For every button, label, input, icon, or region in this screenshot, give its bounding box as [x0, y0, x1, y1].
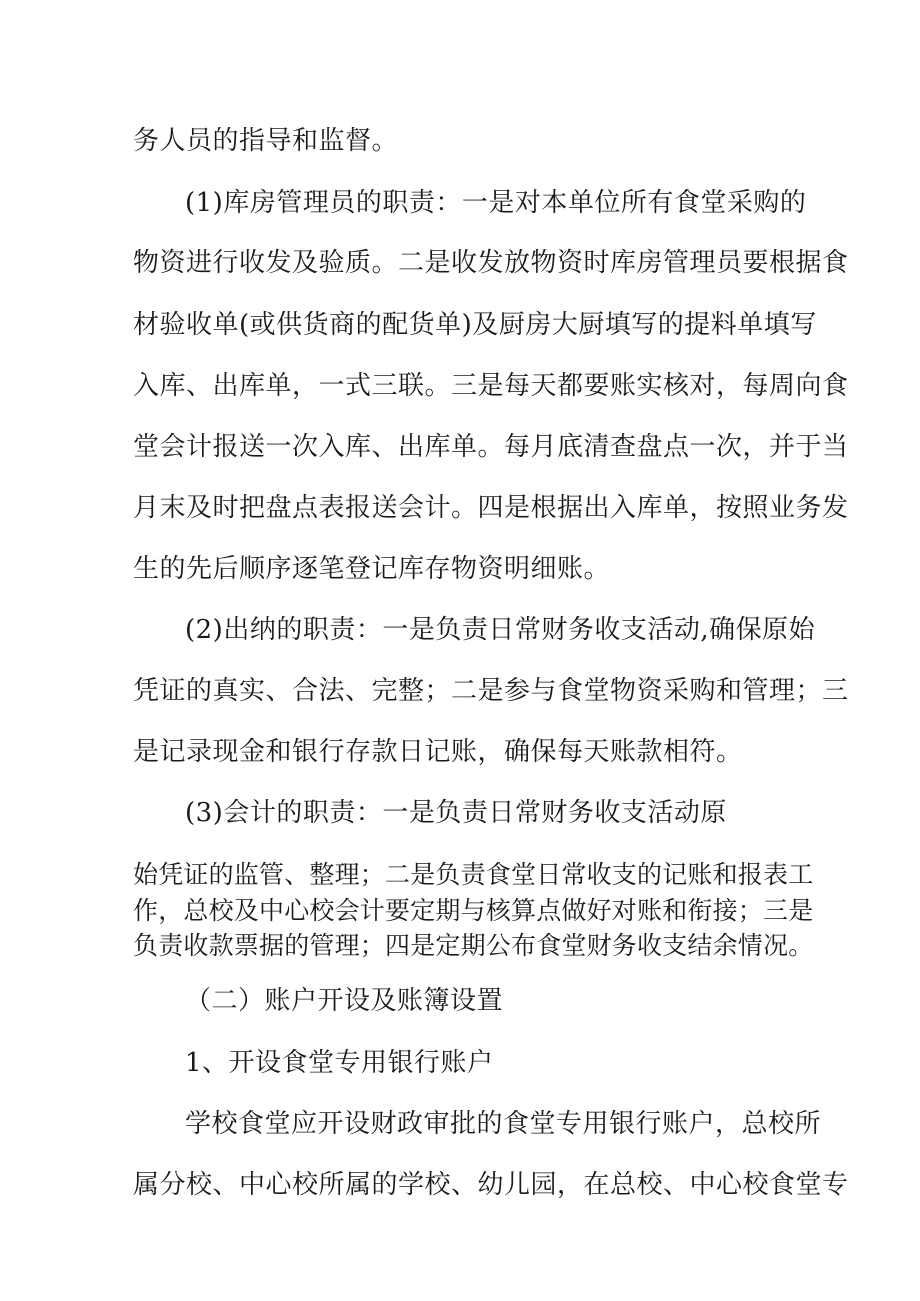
text-line-2: (1)库房管理员的职责：一是对本单位所有食堂采购的 — [185, 188, 807, 218]
subsection-heading: 1、开设食堂专用银行账户 — [185, 1048, 494, 1078]
text-line-6: 堂会计报送一次入库、出库单。每月底清查盘点一次，并于当 — [133, 432, 849, 462]
text-line-19: 属分校、中心校所属的学校、幼儿园，在总校、中心校食堂专 — [133, 1170, 849, 1200]
text-line-9: (2)出纳的职责：一是负责日常财务收支活动,确保原始 — [185, 615, 816, 645]
text-line-10: 凭证的真实、合法、完整；二是参与食堂物资采购和管理；三 — [133, 676, 849, 706]
text-line-13: 始凭证的监管、整理；二是负责食堂日常收支的记账和报表工 — [133, 860, 814, 889]
text-line-7: 月末及时把盘点表报送会计。四是根据出入库单，按照业务发 — [133, 493, 849, 523]
section-heading: （二）账户开设及账簿设置 — [185, 986, 504, 1016]
text-line-8: 生的先后顺序逐笔登记库存物资明细账。 — [133, 554, 611, 584]
text-line-5: 入库、出库单，一式三联。三是每天都要账实核对，每周向食 — [133, 371, 849, 401]
text-line-11: 是记录现金和银行存款日记账，确保每天账款相符。 — [133, 737, 743, 767]
text-line-15: 负责收款票据的管理；四是定期公布食堂财务收支结余情况。 — [133, 931, 814, 960]
text-line-18: 学校食堂应开设财政审批的食堂专用银行账户，总校所 — [185, 1109, 822, 1139]
text-line-12: (3)会计的职责：一是负责日常财务收支活动原 — [185, 798, 727, 828]
text-line-3: 物资进行收发及验质。二是收发放物资时库房管理员要根据食 — [133, 248, 849, 278]
text-line-4: 材验收单(或供货商的配货单)及厨房大厨填写的提料单填写 — [133, 310, 817, 340]
text-line-14: 作，总校及中心校会计要定期与核算点做好对账和衔接；三是 — [133, 896, 814, 925]
text-line-1: 务人员的指导和监督。 — [133, 126, 399, 156]
